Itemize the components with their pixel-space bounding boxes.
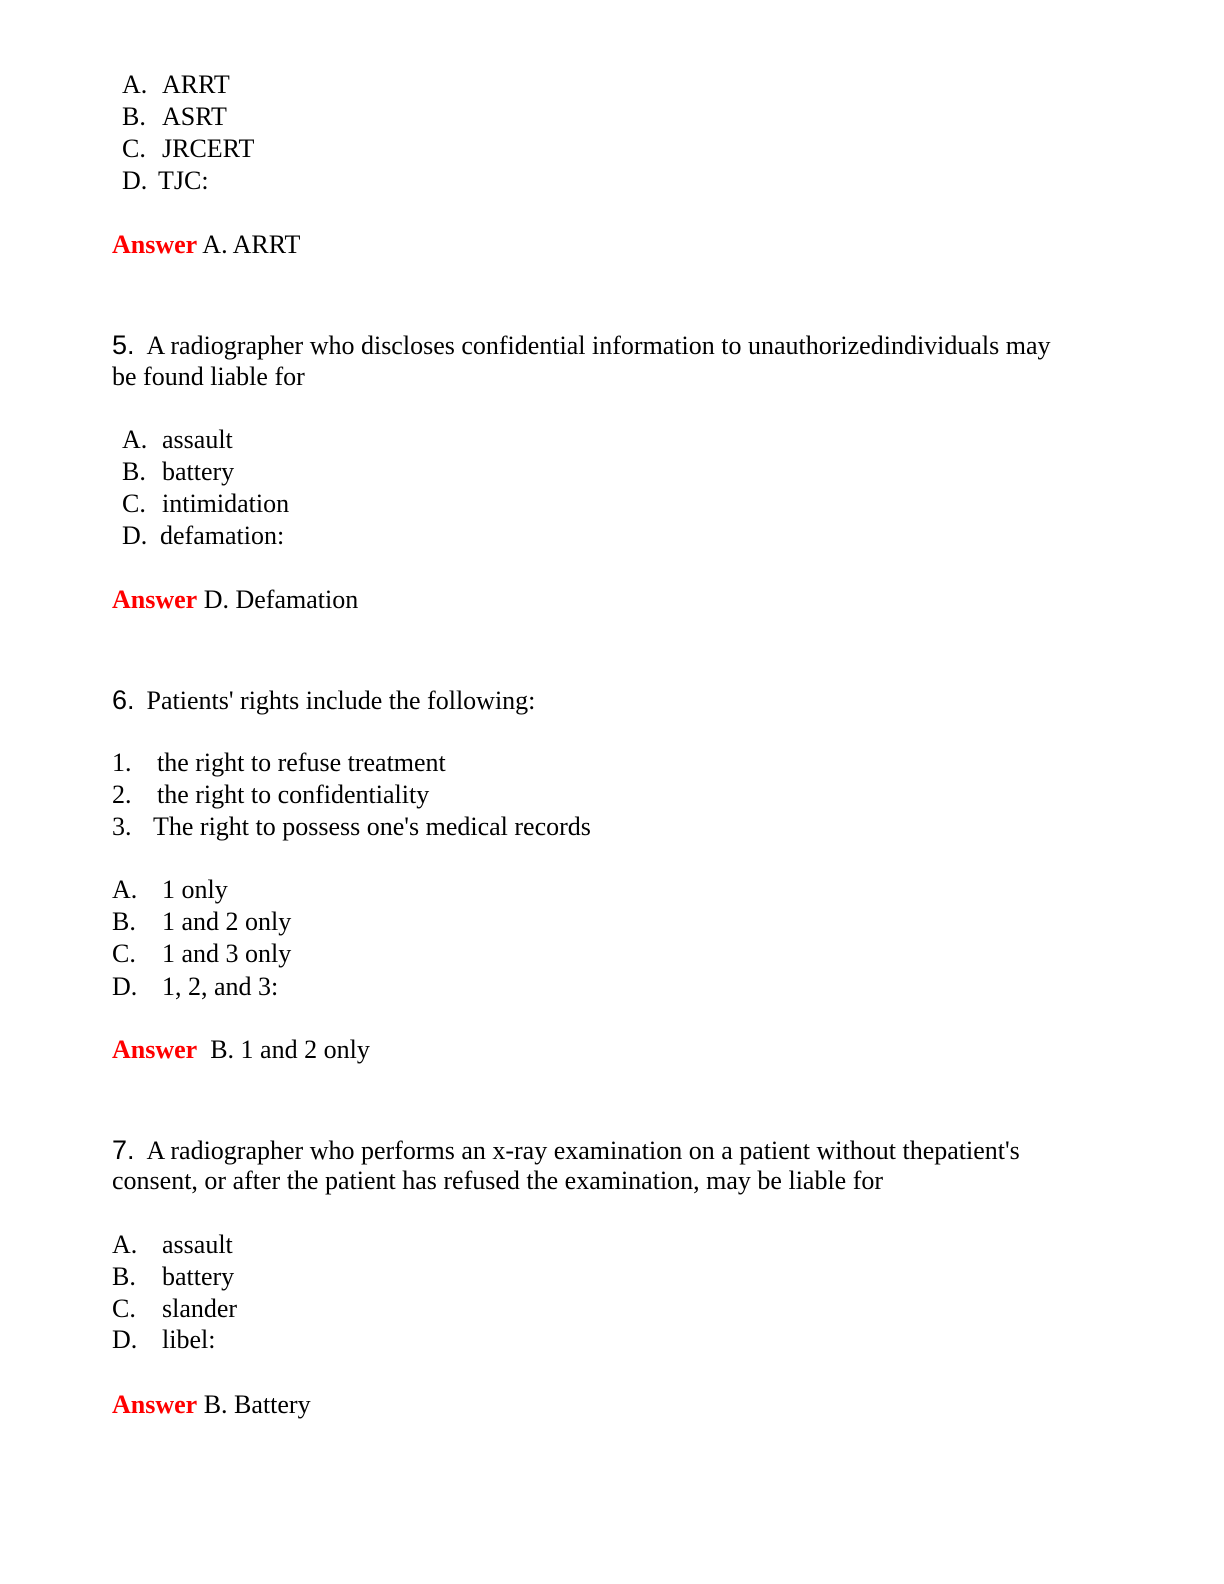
q7-question xyxy=(112,1135,1020,1166)
option-letter: C. xyxy=(112,939,136,968)
answer-label: Answer xyxy=(112,585,198,614)
option-letter: C. xyxy=(122,134,146,163)
option-letter: B. xyxy=(122,457,146,486)
option-text: intimidation xyxy=(162,489,290,518)
option-letter: D. xyxy=(112,972,138,1001)
answer-text: A. ARRT xyxy=(202,230,301,259)
option-text: 1 and 3 only xyxy=(162,939,292,968)
option-text: ASRT xyxy=(162,102,227,131)
option-letter: D. xyxy=(112,1325,138,1354)
option-text: 1 and 2 only xyxy=(162,907,292,936)
option-text: assault xyxy=(162,1230,233,1259)
option-text: battery xyxy=(162,457,235,486)
option-letter: B. xyxy=(122,102,146,131)
q6-statement-1 xyxy=(112,748,446,778)
answer-text: B. Battery xyxy=(203,1390,311,1419)
option-text: TJC: xyxy=(158,166,209,195)
statement-number: 2. xyxy=(112,780,132,809)
statement-number: 1. xyxy=(112,748,132,777)
option-text: ARRT xyxy=(162,70,230,99)
q4-answer xyxy=(112,230,300,260)
option-text: JRCERT xyxy=(162,134,255,163)
option-letter: C. xyxy=(112,1294,136,1323)
q5-answer xyxy=(112,585,358,615)
q7-option-c xyxy=(112,1294,238,1324)
q5-option-c xyxy=(122,489,290,519)
statement-text: the right to refuse treatment xyxy=(157,748,446,777)
question-number: 7. xyxy=(112,1135,135,1165)
option-text: battery xyxy=(162,1262,235,1291)
option-text: libel: xyxy=(162,1325,216,1354)
question-text: A radiographer who discloses confidential information to unauthorizedindividuals may xyxy=(146,331,1051,360)
option-letter: C. xyxy=(122,489,146,518)
q6-question xyxy=(112,685,535,716)
answer-text: D. Defamation xyxy=(203,585,359,614)
q5-option-b xyxy=(122,457,235,487)
q6-answer xyxy=(112,1035,370,1065)
option-letter: B. xyxy=(112,907,136,936)
answer-label: Answer xyxy=(112,230,198,259)
q4-option-b xyxy=(122,102,227,132)
q7-answer xyxy=(112,1390,311,1420)
q7-option-b xyxy=(112,1262,235,1292)
q5-question xyxy=(112,330,1051,361)
option-letter: A. xyxy=(112,875,138,904)
statement-text: the right to confidentiality xyxy=(157,780,430,809)
option-text: slander xyxy=(162,1294,238,1323)
answer-label: Answer xyxy=(112,1035,198,1064)
option-text: assault xyxy=(162,425,233,454)
question-text: Patients' rights include the following: xyxy=(146,686,536,715)
q6-option-d xyxy=(112,972,279,1002)
option-letter: A. xyxy=(122,70,148,99)
q6-statement-3 xyxy=(112,812,591,842)
q5-option-a xyxy=(122,425,233,455)
q4-option-c xyxy=(122,134,255,164)
q6-option-c xyxy=(112,939,292,969)
question-number: 6. xyxy=(112,685,135,715)
q7-question-cont: consent, or after the patient has refused the examination, may be liable for xyxy=(112,1166,884,1195)
option-text: defamation: xyxy=(160,521,285,550)
q6-option-a xyxy=(112,875,228,905)
q7-option-a xyxy=(112,1230,233,1260)
q5-question-cont: be found liable for xyxy=(112,362,305,391)
statement-text: The right to possess one's medical records xyxy=(153,812,591,841)
q6-option-b xyxy=(112,907,292,937)
option-letter: B. xyxy=(112,1262,136,1291)
answer-label: Answer xyxy=(112,1390,198,1419)
q4-option-a xyxy=(122,70,230,100)
q5-option-d xyxy=(122,521,285,551)
q6-statement-2 xyxy=(112,780,430,810)
q7-option-d xyxy=(112,1325,216,1355)
option-text: 1 only xyxy=(162,875,228,904)
answer-text: B. 1 and 2 only xyxy=(210,1035,370,1064)
question-text: A radiographer who performs an x-ray examination on a patient without thepatient's xyxy=(146,1136,1020,1165)
q4-option-d xyxy=(122,166,209,196)
option-letter: D. xyxy=(122,166,148,195)
question-number: 5. xyxy=(112,330,135,360)
option-text: 1, 2, and 3: xyxy=(162,972,279,1001)
option-letter: A. xyxy=(112,1230,138,1259)
option-letter: D. xyxy=(122,521,148,550)
statement-number: 3. xyxy=(112,812,132,841)
option-letter: A. xyxy=(122,425,148,454)
